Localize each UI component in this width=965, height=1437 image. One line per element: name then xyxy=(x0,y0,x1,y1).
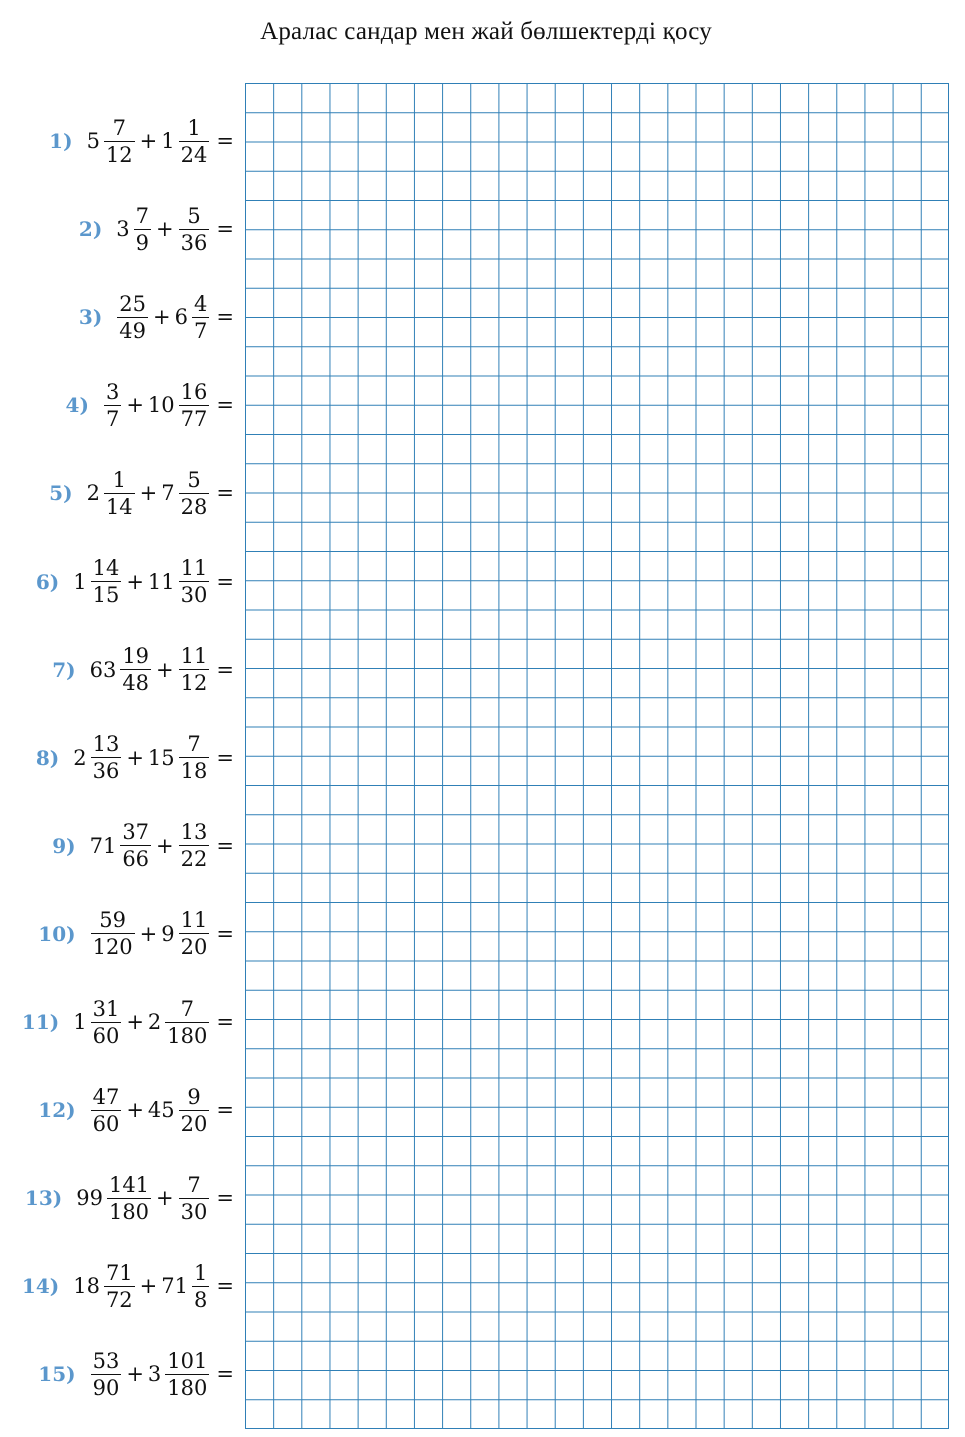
denominator: 60 xyxy=(92,1023,120,1048)
whole-part: 2 xyxy=(73,745,87,770)
whole-part: 9 xyxy=(161,921,175,946)
fraction xyxy=(91,1084,122,1137)
denominator: 90 xyxy=(92,1375,120,1400)
problem-9 xyxy=(52,816,234,876)
numerator: 7 xyxy=(135,203,150,228)
numerator: 1 xyxy=(112,467,126,492)
fraction xyxy=(179,555,210,608)
whole-part: 5 xyxy=(86,129,100,153)
plus-sign: + xyxy=(156,1186,174,1211)
problem-1 xyxy=(49,111,234,171)
denominator: 18 xyxy=(180,759,208,784)
denominator: 66 xyxy=(122,847,150,872)
fraction xyxy=(91,907,135,960)
problem-12 xyxy=(38,1080,234,1140)
numerator: 7 xyxy=(180,996,195,1021)
numerator: 141 xyxy=(108,1172,150,1197)
problem-number: 5) xyxy=(49,481,73,506)
problem-number: 12) xyxy=(38,1098,76,1123)
plus-sign: + xyxy=(126,745,144,770)
plus-sign: + xyxy=(156,657,174,682)
numerator: 19 xyxy=(122,644,150,669)
problem-number: 14) xyxy=(21,1274,60,1299)
plus-sign: + xyxy=(156,833,174,858)
equals-sign: = xyxy=(216,217,234,242)
numerator: 13 xyxy=(92,732,120,757)
numerator: 31 xyxy=(92,996,120,1021)
fraction xyxy=(104,467,135,520)
numerator: 1 xyxy=(187,115,201,140)
plus-sign: + xyxy=(126,1362,144,1387)
fraction xyxy=(179,467,210,520)
fraction xyxy=(179,203,210,256)
denominator: 28 xyxy=(180,494,208,519)
fraction xyxy=(179,115,210,168)
fraction xyxy=(165,1348,209,1401)
whole-part: 71 xyxy=(89,833,117,858)
denominator: 30 xyxy=(180,583,208,607)
numerator: 13 xyxy=(180,820,208,845)
whole-part: 2 xyxy=(86,481,100,506)
numerator: 47 xyxy=(92,1084,120,1109)
whole-part: 1 xyxy=(73,1010,87,1034)
fraction xyxy=(179,731,210,784)
numerator: 7 xyxy=(187,1172,201,1197)
fraction xyxy=(91,996,122,1049)
whole-part: 99 xyxy=(76,1186,103,1211)
denominator: 15 xyxy=(92,583,120,607)
plus-sign: + xyxy=(139,481,158,506)
problem-6 xyxy=(36,552,234,612)
equals-sign: = xyxy=(216,657,234,682)
denominator: 180 xyxy=(167,1023,208,1048)
problem-number: 6) xyxy=(35,569,60,594)
problem-number: 9) xyxy=(52,833,76,858)
numerator: 25 xyxy=(119,291,147,316)
fraction xyxy=(120,819,151,872)
numerator: 59 xyxy=(99,908,126,933)
denominator: 72 xyxy=(105,1287,133,1312)
plus-sign: + xyxy=(153,305,171,330)
equals-sign: = xyxy=(216,921,234,946)
fraction xyxy=(117,291,148,344)
fraction xyxy=(179,907,210,960)
whole-part: 10 xyxy=(147,393,175,418)
denominator: 20 xyxy=(180,1111,208,1136)
problem-4 xyxy=(66,375,234,435)
fraction xyxy=(192,291,209,344)
numerator: 37 xyxy=(122,820,150,845)
equals-sign: = xyxy=(216,393,234,418)
problem-number: 2) xyxy=(78,217,103,242)
equals-sign: = xyxy=(216,481,234,506)
plus-sign: + xyxy=(139,1274,158,1299)
denominator: 7 xyxy=(194,318,208,343)
denominator: 60 xyxy=(92,1111,120,1136)
fraction xyxy=(179,819,210,872)
problem-3 xyxy=(79,287,234,347)
problem-number: 3) xyxy=(78,305,103,330)
fraction xyxy=(179,379,210,432)
problem-number: 15) xyxy=(38,1362,76,1387)
denominator: 24 xyxy=(180,142,208,167)
plus-sign: + xyxy=(139,921,158,946)
equals-sign: = xyxy=(216,1186,234,1211)
whole-part: 6 xyxy=(174,305,189,330)
fraction xyxy=(107,1172,151,1225)
denominator: 77 xyxy=(180,406,208,431)
whole-part: 15 xyxy=(147,745,175,770)
denominator: 20 xyxy=(180,935,208,960)
denominator: 9 xyxy=(135,230,150,255)
fraction xyxy=(179,1084,210,1137)
equals-sign: = xyxy=(216,1274,234,1299)
numerator: 7 xyxy=(112,115,126,140)
numerator: 5 xyxy=(187,467,201,492)
numerator: 71 xyxy=(105,1260,133,1285)
denominator: 30 xyxy=(180,1199,208,1224)
whole-part: 3 xyxy=(116,217,130,242)
numerator: 3 xyxy=(105,379,120,404)
whole-part: 11 xyxy=(147,569,175,594)
numerator: 9 xyxy=(187,1084,201,1109)
problem-15 xyxy=(38,1344,234,1404)
problem-number: 13) xyxy=(24,1186,63,1211)
problem-7 xyxy=(52,640,234,700)
problem-14 xyxy=(22,1256,234,1316)
problem-13 xyxy=(25,1168,234,1228)
fraction xyxy=(179,1172,210,1225)
worksheet-title: Аралас сандар мен жай бөлшектерді қосу xyxy=(260,18,712,45)
whole-part: 2 xyxy=(147,1010,162,1034)
fraction xyxy=(120,643,151,696)
denominator: 180 xyxy=(108,1199,150,1224)
plus-sign: + xyxy=(126,1010,144,1034)
numerator: 14 xyxy=(92,556,120,580)
problem-11 xyxy=(22,992,234,1052)
numerator: 16 xyxy=(180,379,208,404)
numerator: 4 xyxy=(194,291,208,316)
equals-sign: = xyxy=(216,745,234,770)
numerator: 53 xyxy=(92,1348,120,1373)
numerator: 11 xyxy=(180,644,208,669)
plus-sign: + xyxy=(126,1098,144,1123)
problem-number: 8) xyxy=(35,745,60,770)
problem-8 xyxy=(36,728,234,788)
fraction xyxy=(179,643,210,696)
problem-5 xyxy=(49,463,234,523)
problem-number: 11) xyxy=(21,1010,60,1034)
denominator: 49 xyxy=(119,318,147,343)
denominator: 36 xyxy=(180,230,208,255)
plus-sign: + xyxy=(156,217,174,242)
numerator: 101 xyxy=(167,1348,208,1373)
equals-sign: = xyxy=(216,305,234,330)
whole-part: 1 xyxy=(161,129,175,153)
denominator: 12 xyxy=(105,142,133,167)
equals-sign: = xyxy=(216,129,234,153)
equals-sign: = xyxy=(216,1362,234,1387)
denominator: 8 xyxy=(194,1287,208,1312)
equals-sign: = xyxy=(216,569,234,594)
fraction xyxy=(192,1260,209,1313)
denominator: 12 xyxy=(180,671,208,696)
denominator: 7 xyxy=(105,406,120,431)
denominator: 48 xyxy=(122,671,150,696)
fraction xyxy=(91,555,122,608)
fraction xyxy=(91,1348,122,1401)
answer-grid xyxy=(245,83,949,1429)
whole-part: 18 xyxy=(73,1274,100,1299)
fraction xyxy=(104,115,135,168)
whole-part: 3 xyxy=(147,1362,162,1387)
numerator: 11 xyxy=(180,556,208,580)
plus-sign: + xyxy=(126,393,144,418)
fraction xyxy=(104,379,121,432)
problem-number: 10) xyxy=(38,921,76,946)
problem-number: 4) xyxy=(65,393,89,418)
denominator: 14 xyxy=(105,494,133,519)
numerator: 5 xyxy=(187,203,201,228)
whole-part: 45 xyxy=(147,1098,175,1123)
whole-part: 1 xyxy=(73,569,87,594)
numerator: 7 xyxy=(187,732,201,757)
numerator: 11 xyxy=(180,908,208,933)
denominator: 36 xyxy=(92,759,120,784)
problem-number: 1) xyxy=(49,129,73,153)
equals-sign: = xyxy=(216,833,234,858)
whole-part: 71 xyxy=(161,1274,189,1299)
numerator: 1 xyxy=(194,1260,208,1285)
fraction xyxy=(165,996,209,1049)
plus-sign: + xyxy=(139,129,158,153)
equals-sign: = xyxy=(216,1098,234,1123)
equals-sign: = xyxy=(216,1010,234,1034)
fraction xyxy=(134,203,151,256)
whole-part: 7 xyxy=(161,481,175,506)
denominator: 22 xyxy=(180,847,208,872)
problem-2 xyxy=(79,199,234,259)
problem-10 xyxy=(38,904,234,964)
denominator: 180 xyxy=(167,1375,208,1400)
fraction xyxy=(91,731,122,784)
plus-sign: + xyxy=(126,569,144,594)
whole-part: 63 xyxy=(89,657,117,682)
fraction xyxy=(104,1260,135,1313)
problem-number: 7) xyxy=(52,657,76,682)
denominator: 120 xyxy=(92,935,133,960)
